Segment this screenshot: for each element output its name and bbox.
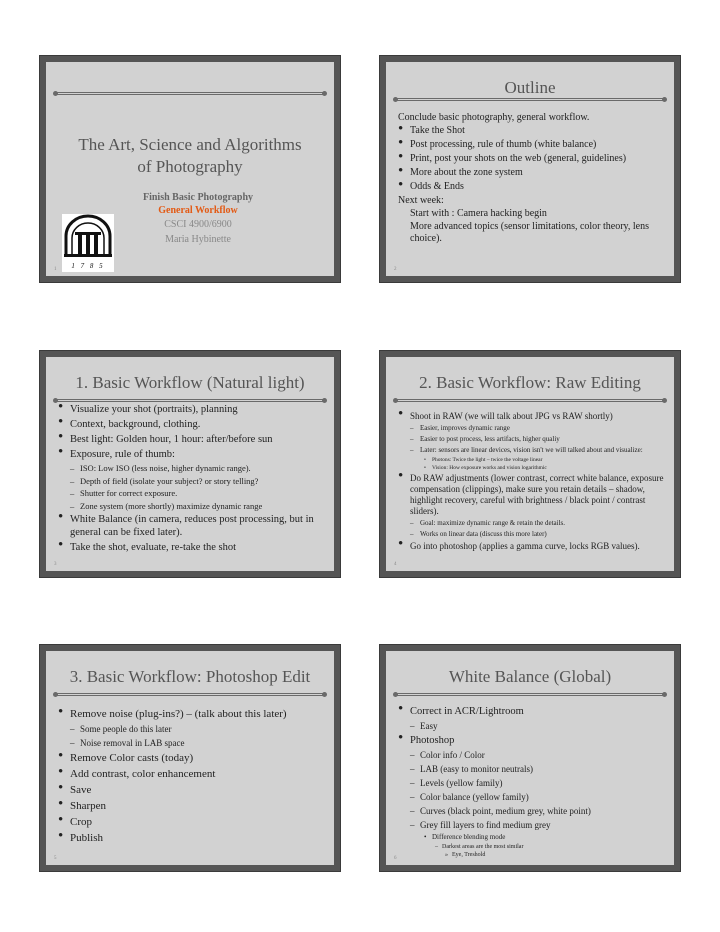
list-item: • Take the Shot [398, 125, 664, 137]
sub-item: – Later: sensors are linear devices, vision isn't we will talked about and visualize: [398, 446, 664, 455]
sub-item: – Some people do this later [58, 723, 324, 735]
sub-sub-item: • Difference blending mode [398, 833, 664, 842]
level-5-item: » Eye, Treshold [398, 851, 664, 859]
list-item: • More about the zone system [398, 167, 664, 179]
slide-white-balance [380, 645, 680, 871]
sub-item: – Grey fill layers to find medium grey [398, 819, 664, 831]
course-code: CSCI 4900/6900 [164, 219, 232, 230]
sub-item: – Zone system (more shortly) maximize dynamic range [58, 501, 324, 512]
list-item: • Crop [58, 815, 324, 829]
list-item: More advanced topics (sensor limitations, color theory, lens choice). [410, 221, 650, 244]
slide-heading: 2. Basic Workflow: Raw Editing [419, 373, 641, 392]
slide-body [58, 403, 324, 556]
slide-number: 1 [54, 267, 57, 272]
sub-item: – Noise removal in LAB space [58, 737, 324, 749]
list-item: • Save [58, 783, 324, 797]
sub-item: – Curves (black point, medium grey, white point) [398, 805, 664, 817]
sub-item: – Easier to post process, less artifacts, higher qualiy [398, 435, 664, 444]
sub-sub-item: • Photons: Twice the light – twice the voltage linear [398, 457, 664, 464]
sub-item: – Color balance (yellow family) [398, 791, 664, 803]
logo-year: 1 7 8 5 [71, 262, 105, 270]
sub-item: – Levels (yellow family) [398, 777, 664, 789]
list-item: • Exposure, rule of thumb: [58, 448, 324, 461]
list-item: • Visualize your shot (portraits), planning [58, 403, 324, 416]
list-item: • Odds & Ends [398, 181, 664, 193]
subtitle: Finish Basic Photography [142, 192, 254, 203]
university-arch-logo [62, 214, 114, 272]
sub-item: – ISO: Low ISO (less noise, higher dynamic range). [58, 463, 324, 474]
slide-number: 6 [394, 856, 397, 861]
slide-divider [56, 399, 324, 402]
slide-heading: 3. Basic Workflow: Photoshop Edit [69, 667, 311, 686]
slide-raw-editing [380, 351, 680, 577]
sub-item: – Easier, improves dynamic range [398, 424, 664, 433]
list-item: • White Balance (in camera, reduces post processing, but in general can be fixed later). [58, 513, 324, 539]
list-item: • Take the shot, evaluate, re-take the shot [58, 541, 324, 554]
slide-divider [396, 399, 664, 402]
list-item: • Sharpen [58, 799, 324, 813]
list-item: • Go into photoshop (applies a gamma curve, locks RGB values). [398, 541, 664, 552]
arch-icon [62, 214, 114, 260]
slide-body [58, 707, 324, 847]
highlight-subtitle: General Workflow [158, 205, 238, 216]
list-item: • Best light: Golden hour, 1 hour: after/before sun [58, 433, 324, 446]
slide-divider [56, 693, 324, 696]
level-4-item: – Darkest areas are the most similar [398, 843, 664, 851]
slide-heading: Outline [504, 78, 556, 97]
author-name: Maria Hybinette [165, 234, 231, 245]
slide-heading: 1. Basic Workflow (Natural light) [75, 373, 305, 392]
slide-body [398, 705, 664, 859]
list-item: • Post processing, rule of thumb (white balance) [398, 139, 664, 151]
list-item: • Context, background, clothing. [58, 418, 324, 431]
list-item: • Do RAW adjustments (lower contrast, correct white balance, exposure compensation (clippings), make sure you retain details – shadow, highlight recovery, careful with brightness / black point / contrast sliders). [398, 473, 664, 517]
list-item: • Publish [58, 831, 324, 845]
slide-title-page [40, 56, 340, 282]
slide-number: 3 [54, 562, 57, 567]
slide-number: 5 [54, 856, 57, 861]
slide-heading: White Balance (Global) [448, 667, 612, 686]
slide-divider [396, 693, 664, 696]
slide-number: 2 [394, 267, 397, 272]
title-line-2: of Photography [137, 157, 243, 176]
slide-body [398, 112, 664, 246]
list-item: • Remove Color casts (today) [58, 751, 324, 765]
list-item: • Print, post your shots on the web (general, guidelines) [398, 153, 664, 165]
slide-divider [396, 98, 664, 101]
sub-item: – Easy [398, 720, 664, 732]
list-item: • Photoshop [398, 734, 664, 747]
slide-number: 4 [394, 562, 397, 567]
list-item: • Correct in ACR/Lightroom [398, 705, 664, 718]
sub-item: – Works on linear data (discuss this more later) [398, 530, 664, 539]
sub-item: – Shutter for correct exposure. [58, 488, 324, 499]
list-item: • Add contrast, color enhancement [58, 767, 324, 781]
slide-divider [56, 92, 324, 95]
list-item: Start with : Camera hacking begin [410, 208, 547, 219]
slide-outline [380, 56, 680, 282]
slide-body [398, 411, 664, 554]
list-item: • Shoot in RAW (we will talk about JPG vs RAW shortly) [398, 411, 664, 422]
presentation-title [46, 134, 334, 178]
sub-item: – LAB (easy to monitor neutrals) [398, 763, 664, 775]
outline-intro: Conclude basic photography, general workflow. [398, 112, 590, 123]
slide-natural-light-workflow [40, 351, 340, 577]
next-week-label: Next week: [398, 195, 444, 206]
list-item: • Remove noise (plug-ins?) – (talk about this later) [58, 707, 324, 721]
sub-item: – Depth of field (isolate your subject? or story telling? [58, 476, 324, 487]
sub-sub-item: • Vision: How exposure works and vision logarithmic [398, 465, 664, 472]
sub-item: – Goal: maximize dynamic range & retain the details. [398, 519, 664, 528]
sub-item: – Color info / Color [398, 749, 664, 761]
title-line-1: The Art, Science and Algorithms [78, 135, 302, 154]
slide-photoshop-edit [40, 645, 340, 871]
